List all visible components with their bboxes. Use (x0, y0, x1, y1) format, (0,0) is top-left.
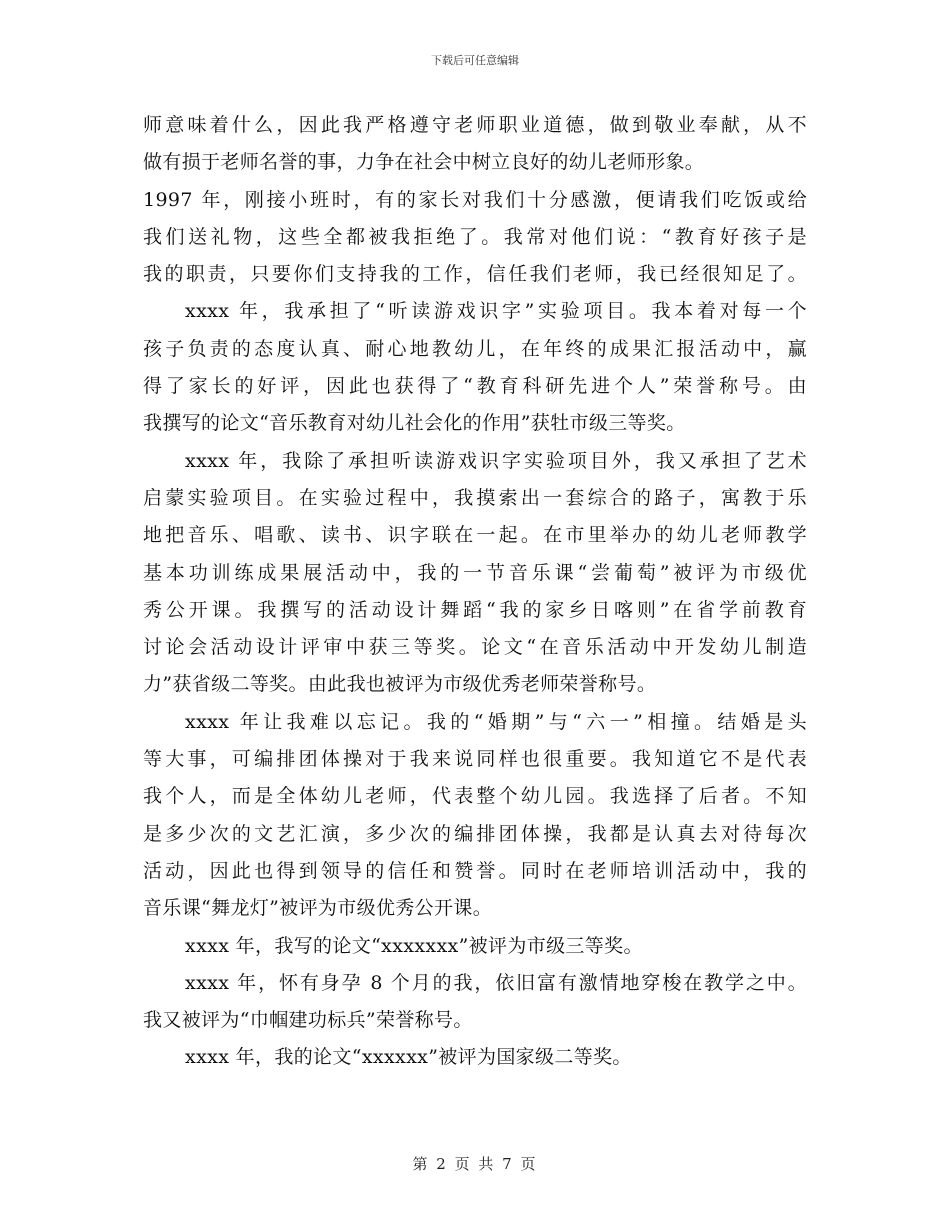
text-line: 我们送礼物，这些全都被我拒绝了。我常对他们说：“教育好孩子是 (143, 225, 807, 248)
text-line: xxxx 年，我写的论文“xxxxxxx”被评为市级三等奖。 (185, 934, 643, 957)
text-line: 孩子负责的态度认真、耐心地教幼儿，在年终的成果汇报活动中，赢 (143, 337, 807, 360)
document-body (143, 107, 807, 1077)
text-line: 师意味着什么，因此我严格遵守老师职业道德，做到敬业奉献，从不 (143, 114, 807, 136)
text-line: 是多少次的文艺汇演，多少次的编排团体操，我都是认真去对待每次 (143, 822, 807, 845)
text-line: 启蒙实验项目。在实验过程中，我摸索出一套综合的路子，寓教于乐 (143, 486, 807, 509)
text-line: 得了家长的好评，因此也获得了“教育科研先进个人”荣誉称号。由 (143, 375, 807, 398)
text-line: 力”获省级二等奖。由此我也被评为市级优秀老师荣誉称号。 (143, 673, 657, 696)
text-line: xxxx 年，怀有身孕 8 个月的我，依旧富有激情地穿梭在教学之中。 (185, 971, 807, 994)
text-line: 等大事，可编排团体操对于我来说同样也很重要。我知道它不是代表 (143, 748, 807, 771)
text-line: xxxx 年，我承担了“听读游戏识字”实验项目。我本着对每一个 (185, 300, 807, 323)
text-line: xxxx 年让我难以忘记。我的“婚期”与“六一”相撞。结婚是头 (185, 710, 807, 733)
text-line: 音乐课“舞龙灯”被评为市级优秀公开课。 (143, 897, 493, 920)
text-line: 做有损于老师名誉的事，力争在社会中树立良好的幼儿老师形象。 (143, 151, 705, 174)
page-number-footer: 第 2 页 共 7 页 (412, 1155, 538, 1173)
text-line: 我的职责，只要你们支持我的工作，信任我们老师，我已经很知足了。 (143, 263, 807, 286)
text-line: 地把音乐、唱歌、读书、识字联在一起。在市里举办的幼儿老师教学 (143, 524, 807, 547)
text-line: 1997 年，刚接小班时，有的家长对我们十分感激，便请我们吃饭或给 (143, 188, 807, 211)
page-header: 下载后可任意编辑 (431, 54, 519, 67)
text-line: 我个人，而是全体幼儿老师，代表整个幼儿园。我选择了后者。不知 (143, 785, 807, 808)
text-line: 秀公开课。我撰写的活动设计舞蹈“我的家乡日喀则”在省学前教育 (143, 598, 807, 621)
text-line: 讨论会活动设计评审中获三等奖。论文“在音乐活动中开发幼儿制造 (143, 636, 807, 659)
text-line: xxxx 年，我除了承担听读游戏识字实验项目外，我又承担了艺术 (185, 449, 807, 472)
text-line: 我又被评为“巾帼建功标兵”荣誉称号。 (143, 1009, 473, 1032)
text-line: 基本功训练成果展活动中，我的一节音乐课“尝葡萄”被评为市级优 (143, 561, 807, 584)
text-line: 活动，因此也得到领导的信任和赞誉。同时在老师培训活动中，我的 (143, 859, 807, 882)
text-line: xxxx 年，我的论文“xxxxxx”被评为国家级二等奖。 (185, 1046, 632, 1069)
text-line: 我撰写的论文“音乐教育对幼儿社会化的作用”获牡市级三等奖。 (143, 412, 686, 435)
